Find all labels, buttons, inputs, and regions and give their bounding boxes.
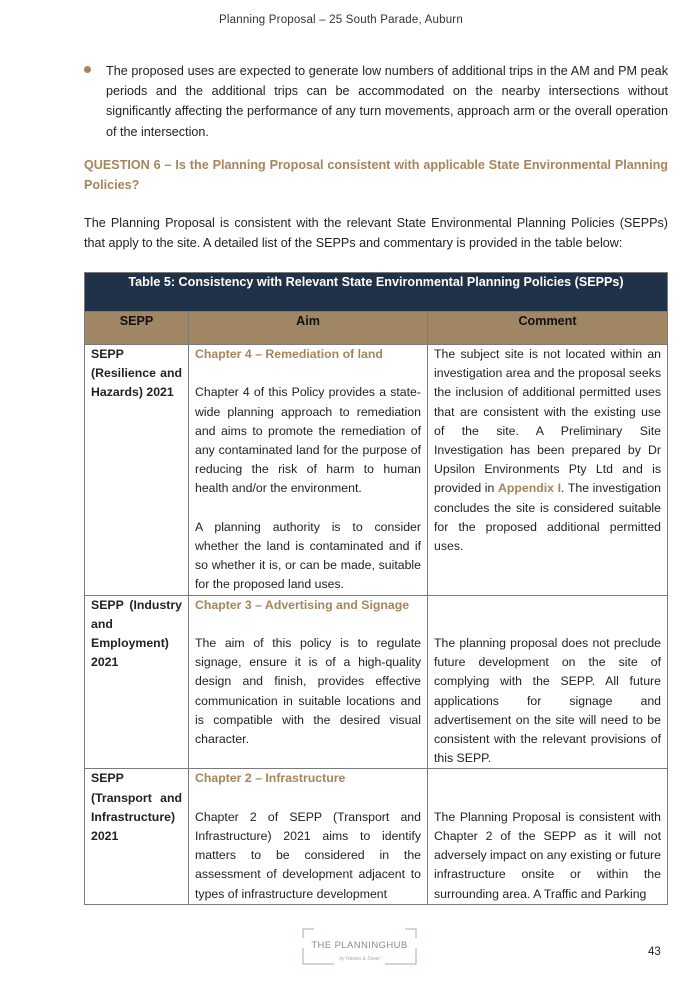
sepp-cell: SEPP (Resilience and Hazards) 2021 bbox=[85, 345, 189, 596]
logo-subtext: by Hawes & Swan bbox=[339, 956, 380, 962]
comment-text: The Planning Proposal is consistent with Chapter 2 of the SEPP as it will not adversely impact on any existing or future infrastructure onsite or within the surrounding area. A Traffic and Parking bbox=[434, 809, 661, 901]
planning-hub-logo bbox=[302, 928, 417, 968]
table-title: Table 5: Consistency with Relevant State Environmental Planning Policies (SEPPs) bbox=[85, 273, 668, 312]
table-row bbox=[85, 345, 668, 596]
question-heading: QUESTION 6 – Is the Planning Proposal consistent with applicable State Environmental Planning Policies? bbox=[84, 158, 668, 193]
bullet-item bbox=[84, 61, 668, 142]
column-header-aim: Aim bbox=[189, 312, 428, 345]
chapter-label: Chapter 2 – Infrastructure bbox=[195, 771, 346, 786]
bullet-text: The proposed uses are expected to generate low numbers of additional trips in the AM and PM peak periods and the additional trips can be accommodated on the nearby intersections without significantly affecting the performance of any turn movements, approach arm or the overall operation of the intersection. bbox=[106, 64, 668, 139]
sepp-cell: SEPP (Transport and Infrastructure) 2021 bbox=[85, 769, 189, 904]
chapter-label: Chapter 3 – Advertising and Signage bbox=[195, 597, 410, 612]
comment-cell bbox=[428, 345, 668, 596]
aim-text: The aim of this policy is to regulate signage, ensure it is of a high-quality design and finish, provides effective communication in suitable locations and is compatible with the desired visual character. bbox=[195, 636, 421, 747]
aim-text: Chapter 2 of SEPP (Transport and Infrastructure) 2021 aims to identify matters to be considered in the assessment of development adjacent to types of infrastructure development bbox=[195, 809, 421, 901]
column-header-comment: Comment bbox=[428, 312, 668, 345]
aim-cell bbox=[189, 345, 428, 596]
logo-text: THE PLANNINGHUB bbox=[311, 940, 408, 951]
running-header: Planning Proposal – 25 South Parade, Auburn bbox=[219, 14, 463, 26]
comment-cell bbox=[428, 769, 668, 904]
sepp-table bbox=[84, 272, 668, 905]
intro-paragraph: The Planning Proposal is consistent with the relevant State Environmental Planning Policies (SEPPs) that apply to the site. A detailed list of the SEPPs and commentary is provided in the table below: bbox=[84, 216, 668, 251]
appendix-link[interactable]: Appendix I bbox=[497, 481, 562, 496]
column-header-sepp: SEPP bbox=[85, 312, 189, 345]
table-row bbox=[85, 769, 668, 904]
comment-text: The planning proposal does not preclude future development on the site of complying with the SEPP. All future applications for signage and advertisement on the site will need to be consistent with the relevant provisions of this SEPP. bbox=[434, 635, 661, 766]
sepp-cell: SEPP (Industry and Employment) 2021 bbox=[85, 595, 189, 769]
aim-cell bbox=[189, 595, 428, 769]
aim-cell bbox=[189, 769, 428, 904]
aim-text: Chapter 4 of this Policy provides a state-wide planning approach to remediation and aims to promote the remediation of any contaminated land for the purpose of reducing the risk of harm to human health and/or the environment. bbox=[195, 385, 421, 496]
aim-text: A planning authority is to consider whether the land is contaminated and if so whether it is, or can be made, suitable for the proposed land uses. bbox=[195, 519, 421, 592]
comment-text: . The investigation concludes the site is considered suitable for the proposed additional permitted uses. bbox=[434, 481, 662, 554]
comment-text: The subject site is not located within an investigation area and the proposal seeks the inclusion of additional permitted uses that are consistent with the existing use of the site. A Preliminary Site Investigation has been prepared by Dr Upsilon Environments Pty Ltd and is provided in bbox=[434, 347, 661, 496]
table-row bbox=[85, 595, 668, 769]
comment-cell bbox=[428, 595, 668, 769]
table-title-row bbox=[85, 273, 668, 312]
bullet-dot-icon bbox=[84, 66, 91, 73]
page-number: 43 bbox=[648, 946, 661, 958]
chapter-label: Chapter 4 – Remediation of land bbox=[195, 347, 383, 361]
table-header-row bbox=[85, 312, 668, 345]
